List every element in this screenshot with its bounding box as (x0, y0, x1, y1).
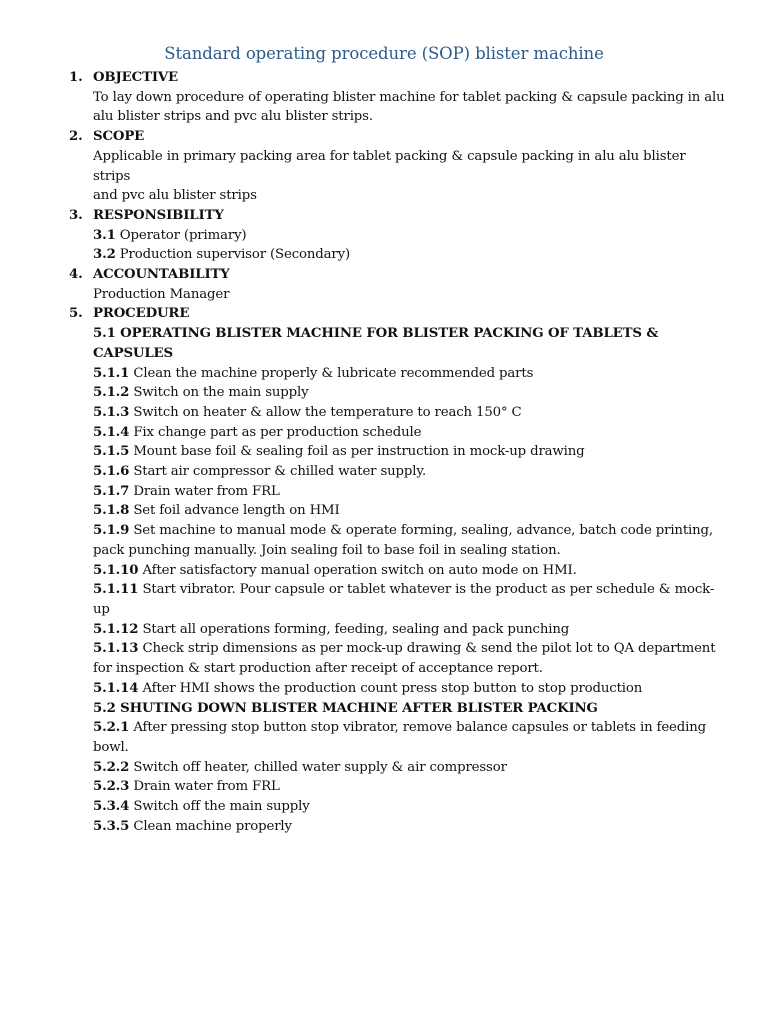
procedure-step (93, 364, 725, 384)
step-number: 5.1.2 (93, 385, 130, 401)
step-number: 5.1.8 (93, 503, 130, 519)
step-text: Set foil advance length on HMI (129, 503, 340, 519)
procedure-step (93, 679, 725, 699)
step-text: Switch on the main supply (129, 385, 309, 401)
step-text: Start air compressor & chilled water supply. (129, 464, 427, 480)
procedure-step (93, 777, 725, 797)
item-number: 3.1 (93, 227, 116, 243)
procedure-step (93, 797, 725, 817)
section-heading-procedure (69, 304, 725, 324)
procedure-step (93, 423, 725, 443)
procedure-step (93, 639, 725, 659)
step-text-continued: up (93, 601, 110, 617)
procedure-step (93, 482, 725, 502)
step-number: 5.1.10 (93, 562, 139, 578)
section-title: SCOPE (93, 129, 145, 145)
section-title: RESPONSIBILITY (93, 207, 224, 223)
step-text-continued: pack punching manually. Join sealing foil to base foil in sealing station. (93, 542, 561, 558)
step-text: Start vibrator. Pour capsule or tablet whatever is the product as per schedule & mock- (138, 582, 715, 598)
step-text: Set machine to manual mode & operate forming, sealing, advance, batch code printing, (129, 523, 713, 539)
procedure-step (93, 758, 725, 778)
step-number: 5.1.7 (93, 483, 130, 499)
procedure-step (93, 462, 725, 482)
shutdown-steps-list (93, 718, 725, 836)
step-number: 5.3.5 (93, 818, 130, 834)
procedure-step (93, 580, 725, 600)
list-item (93, 245, 725, 265)
step-text: Switch off heater, chilled water supply & air compressor (129, 759, 507, 775)
step-text: Mount base foil & sealing foil as per instruction in mock-up drawing (129, 444, 585, 460)
section-number: 5. (69, 306, 83, 322)
step-number: 5.2.1 (93, 720, 130, 736)
step-number: 5.1.4 (93, 424, 130, 440)
step-text: After satisfactory manual operation switch on auto mode on HMI. (138, 562, 577, 578)
procedure-step (93, 718, 725, 738)
section-number: 4. (69, 267, 83, 283)
step-text: After pressing stop button stop vibrator, remove balance capsules or tablets in feeding (129, 720, 707, 736)
procedure-step (93, 521, 725, 541)
paragraph-line: alu blister strips and pvc alu blister strips. (93, 109, 373, 125)
step-number: 5.1.9 (93, 523, 130, 539)
operating-steps-list (93, 364, 725, 699)
step-text: After HMI shows the production count press stop button to stop production (138, 680, 643, 696)
step-text: Clean the machine properly & lubricate recommended parts (129, 365, 534, 381)
step-number: 5.1.11 (93, 582, 139, 598)
section-number: 1. (69, 70, 83, 85)
subsection-heading: 5.1 OPERATING BLISTER MACHINE FOR BLISTER PACKING OF TABLETS & CAPSULES (93, 326, 659, 361)
step-text: Check strip dimensions as per mock-up drawing & send the pilot lot to QA department (138, 641, 716, 657)
section-heading-scope (69, 127, 725, 147)
paragraph-line: and pvc alu blister strips (93, 188, 257, 204)
procedure-step (93, 442, 725, 462)
step-text: Clean machine properly (129, 818, 292, 834)
section-heading-objective (69, 68, 725, 88)
step-text-continued: for inspection & start production after receipt of acceptance report. (93, 661, 543, 677)
procedure-step (93, 817, 725, 837)
procedure-step (93, 620, 725, 640)
section-title: ACCOUNTABILITY (93, 267, 230, 283)
step-text: Start all operations forming, feeding, sealing and pack punching (138, 621, 570, 637)
page-title: Standard operating procedure (SOP) blister machine (164, 44, 604, 63)
paragraph-line: To lay down procedure of operating blister machine for tablet packing & capsule packing in alu (93, 89, 725, 105)
paragraph-line: Production Manager (93, 286, 230, 302)
step-text: Switch off the main supply (129, 799, 310, 815)
item-number: 3.2 (93, 247, 116, 263)
section-heading-responsibility (69, 206, 725, 226)
procedure-step (93, 383, 725, 403)
step-text-continued: bowl. (93, 739, 129, 755)
section-title: PROCEDURE (93, 306, 190, 322)
step-number: 5.1.3 (93, 404, 130, 420)
paragraph-line: Applicable in primary packing area for tablet packing & capsule packing in alu alu blister strips (93, 148, 686, 184)
step-text: Drain water from FRL (129, 779, 280, 795)
step-number: 5.2.2 (93, 759, 130, 775)
step-text: Switch on heater & allow the temperature to reach 150° C (129, 404, 522, 420)
subsection-heading: 5.2 SHUTING DOWN BLISTER MACHINE AFTER BLISTER PACKING (93, 700, 598, 716)
step-number: 5.1.14 (93, 680, 139, 696)
step-number: 5.2.3 (93, 779, 130, 795)
document-body (69, 68, 725, 836)
item-text: Production supervisor (Secondary) (115, 247, 351, 263)
procedure-step (93, 561, 725, 581)
list-item (93, 226, 725, 246)
section-number: 3. (69, 207, 83, 223)
section-number: 2. (69, 129, 83, 145)
step-number: 5.3.4 (93, 799, 130, 815)
step-number: 5.1.13 (93, 641, 139, 657)
step-number: 5.1.5 (93, 444, 130, 460)
step-number: 5.1.1 (93, 365, 130, 381)
item-text: Operator (primary) (115, 227, 247, 243)
step-number: 5.1.6 (93, 464, 130, 480)
step-text: Fix change part as per production schedule (129, 424, 422, 440)
procedure-step (93, 501, 725, 521)
step-text: Drain water from FRL (129, 483, 280, 499)
section-title: OBJECTIVE (93, 70, 179, 85)
section-heading-accountability (69, 265, 725, 285)
step-number: 5.1.12 (93, 621, 139, 637)
procedure-step (93, 403, 725, 423)
